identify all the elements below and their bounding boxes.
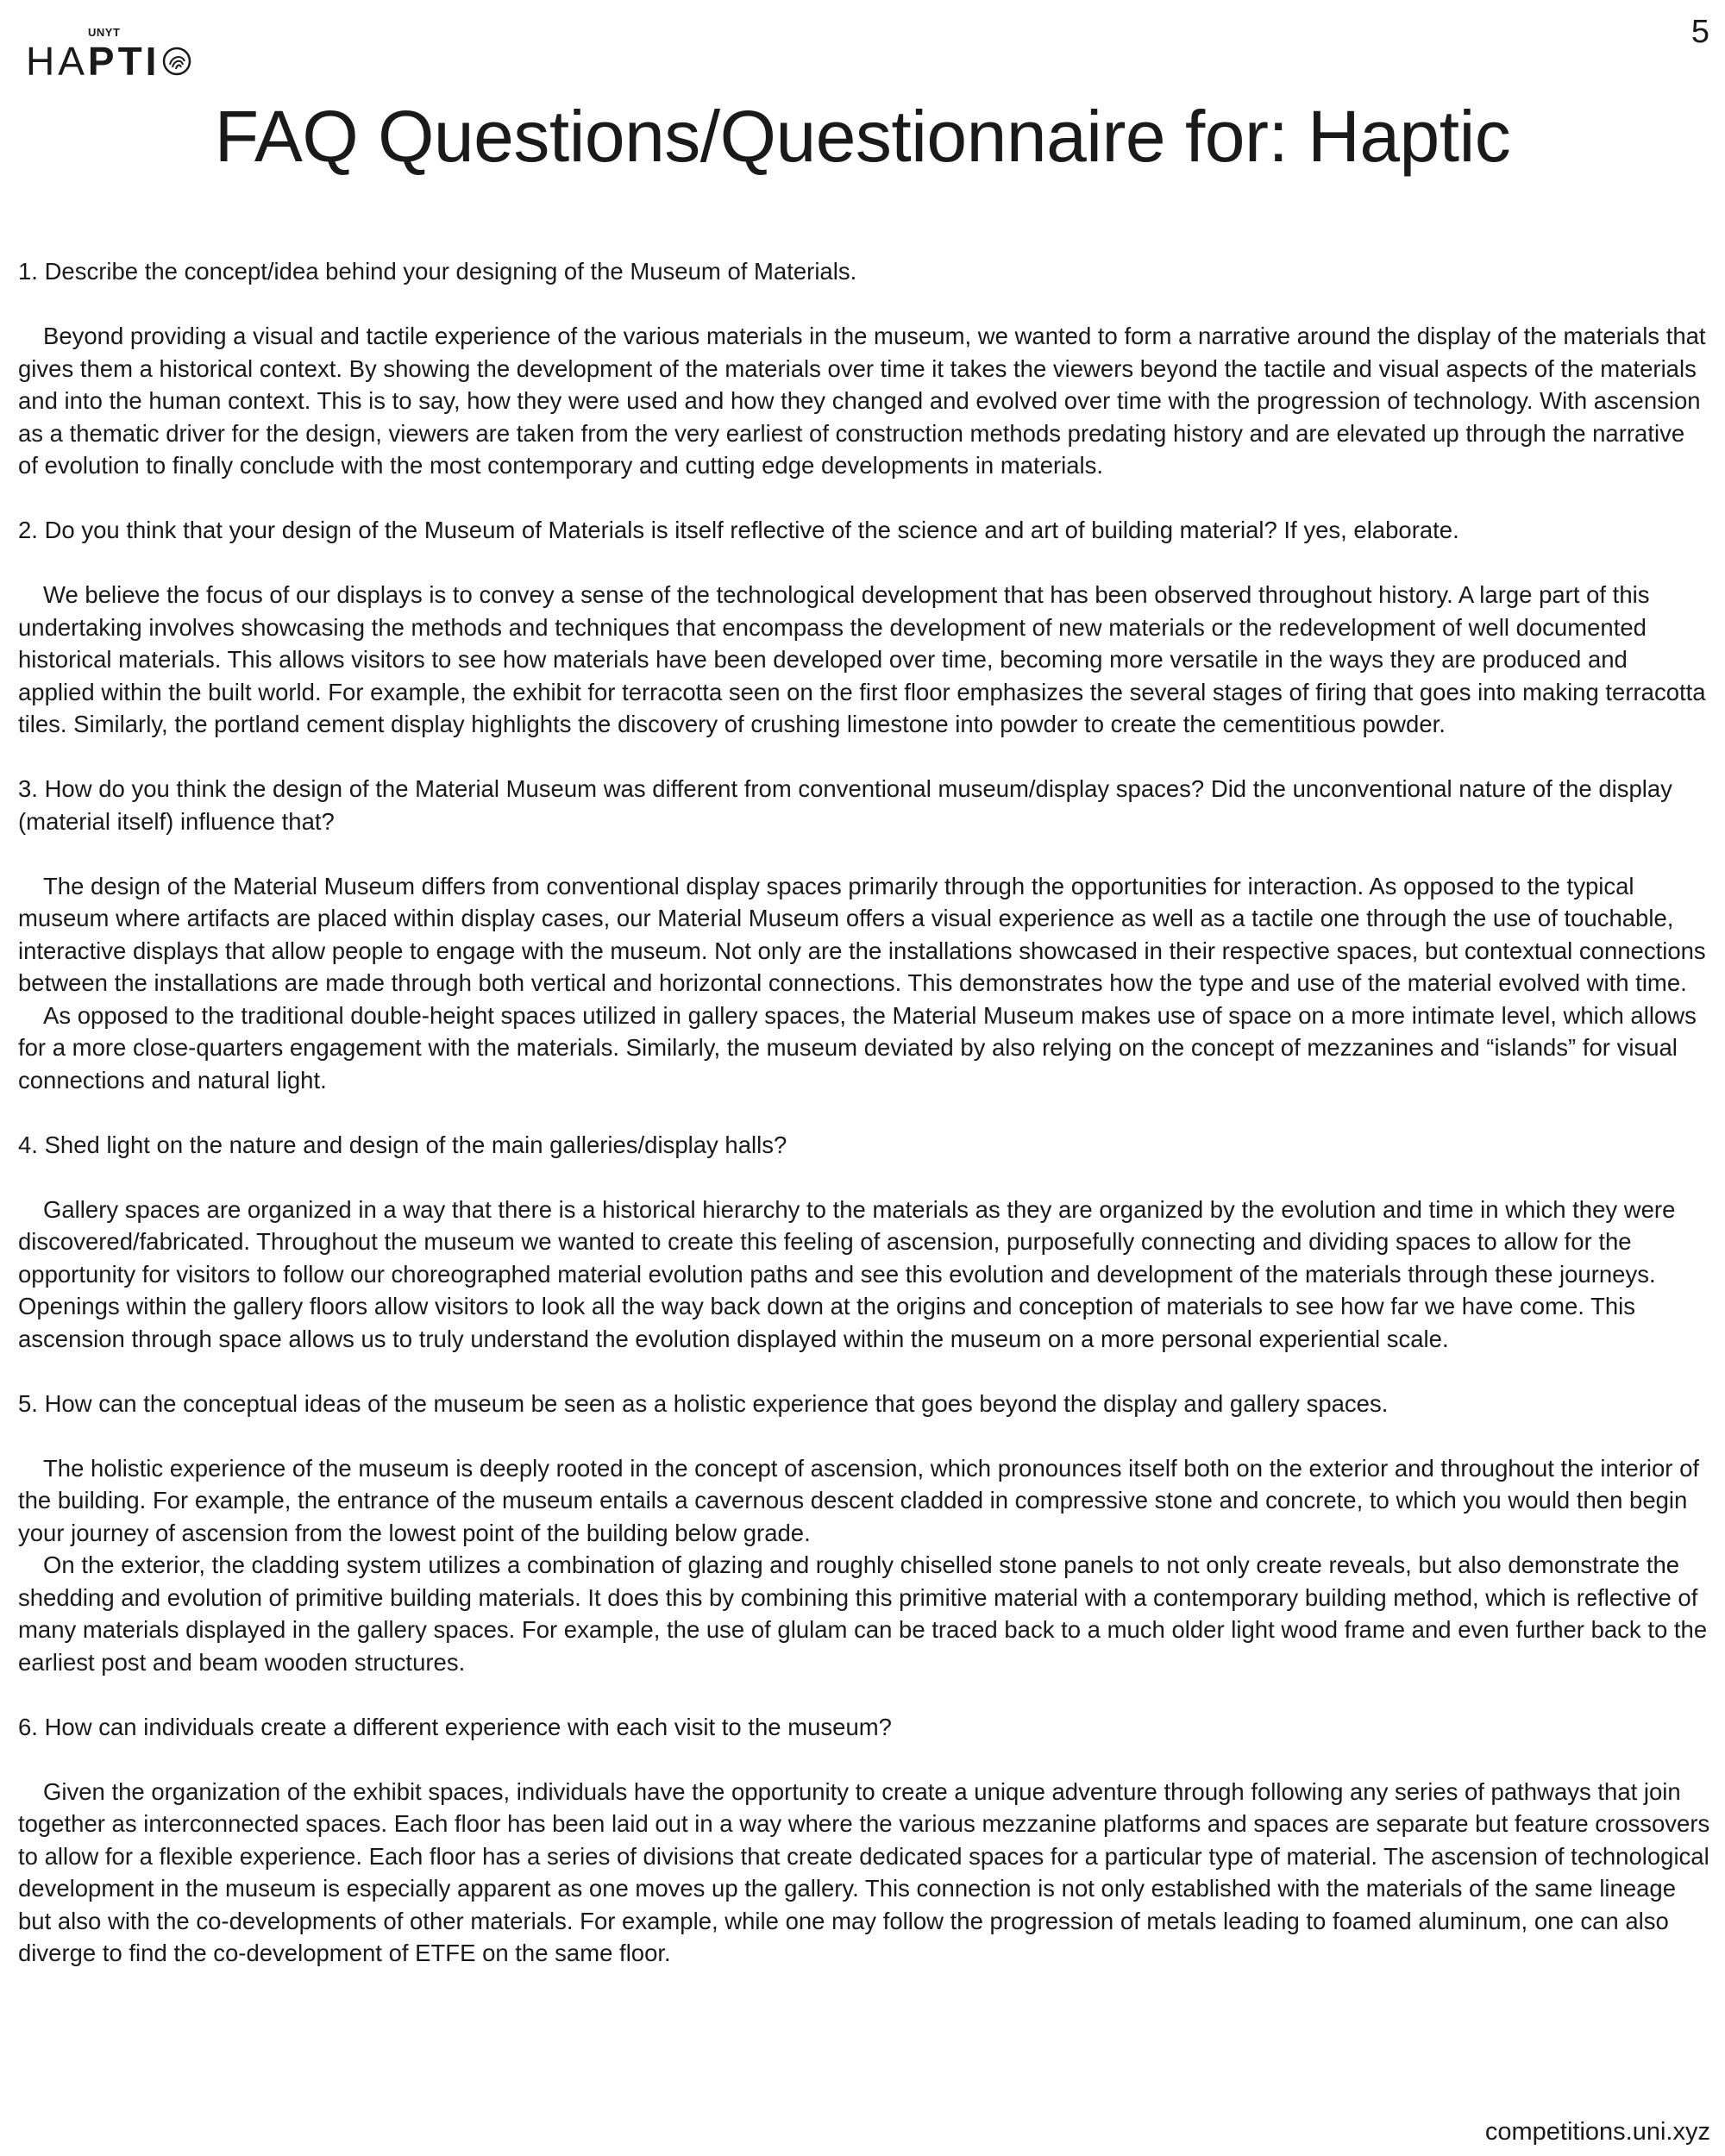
- haptic-logo: [26, 26, 190, 86]
- page-title: FAQ Questions/Questionnaire for: Haptic: [214, 96, 1511, 177]
- logo-small-text: UNYT: [88, 26, 121, 39]
- faq-answer: Given the organization of the exhibit spaces, individuals have the opportunity to create a unique adventure through following any series of pathways that join together as interconnected spaces. Each floor has been laid out in a way where the various mezzanine platforms and spaces are separate but feature crossovers to allow for a flexible experience. Each floor has a series of divisions that create dedicated spaces for a particular type of material. The ascension of technological development in the museum is especially apparent as one moves up the gallery. This connection is not only established with the materials of the same lineage but also with the co-developments of other materials. For example, while one may follow the progression of metals leading to foamed aluminum, one can also diverge to find the co-development of ETFE on the same floor.: [18, 1777, 1710, 1966]
- faq-answer-block: [18, 870, 1710, 1097]
- faq-item: [18, 255, 1710, 482]
- faq-answer-block: [18, 1776, 1710, 1970]
- faq-answer: The design of the Material Museum differs from conventional display spaces primarily through the opportunities for interaction. As opposed to the typical museum where artifacts are placed within display cases, our Material Museum offers a visual experience as well as a tactile one through the use of touchable, interactive displays that allow people to engage with the museum. Not only are the installations showcased in their respective spaces, but contextual connections between the installations are made through both vertical and horizontal connections. This demonstrates how the type and use of the material evolved with time.: [18, 872, 1706, 996]
- faq-item: [18, 1129, 1710, 1356]
- faq-answer-block: [18, 1452, 1710, 1679]
- faq-item: [18, 1388, 1710, 1679]
- faq-answer-block: [18, 1194, 1710, 1356]
- faq-item: [18, 773, 1710, 1096]
- faq-answer-block: [18, 320, 1710, 482]
- faq-answer: The holistic experience of the museum is deeply rooted in the concept of ascension, which pronounces itself both on the exterior and throughout the interior of the building. For example, the entrance of the museum entails a cavernous descent cladded in compressive stone and concrete, to which you would then begin your journey of ascension from the lowest point of the building below grade.: [18, 1454, 1700, 1546]
- faq-question: 5. How can the conceptual ideas of the museum be seen as a holistic experience that goes beyond the display and gallery spaces.: [18, 1389, 1389, 1417]
- faq-question: 4. Shed light on the nature and design of the main galleries/display halls?: [18, 1131, 787, 1158]
- haptic-logo-mark-icon: [161, 46, 192, 77]
- logo-wordmark: [26, 39, 192, 84]
- faq-question: 3. How do you think the design of the Material Museum was different from conventional museum/display spaces? Did the unconventional nature of the display (material itself) influence that?: [18, 775, 1672, 835]
- faq-answer: Beyond providing a visual and tactile experience of the various materials in the museum, we wanted to form a narrative around the display of the materials that gives them a historical context. By showing the development of the materials over time it takes the viewers beyond the tactile and visual aspects of the materials and into the human context. This is to say, how they were used and how they changed and evolved over time with the progression of technology. With ascension as a thematic driver for the design, viewers are taken from the very earliest of construction methods predating history and are elevated up through the narrative of evolution to finally conclude with the most contemporary and cutting edge developments in materials.: [18, 323, 1706, 479]
- footer-site: competitions.uni.xyz: [1484, 2118, 1710, 2146]
- faq-question: 1. Describe the concept/idea behind your designing of the Museum of Materials.: [18, 258, 857, 285]
- faq-answer: As opposed to the traditional double-height spaces utilized in gallery spaces, the Material Museum makes use of space on a more intimate level, which allows for a more close-quarters engagement with the materials. Similarly, the museum deviated by also relying on the concept of mezzanines and “islands” for visual connections and natural light.: [18, 1001, 1697, 1094]
- logo-word-bold: PTI: [87, 39, 160, 84]
- faq-answer: On the exterior, the cladding system utilizes a combination of glazing and roughly chiselled stone panels to not only create reveals, but also demonstrate the shedding and evolution of primitive building materials. It does this by combining this primitive material with a contemporary building method, which is reflective of many materials displayed in the gallery spaces. For example, the use of glulam can be traced back to a much older light wood frame and even further back to the earliest post and beam wooden structures.: [18, 1551, 1708, 1676]
- page-number: 5: [1690, 14, 1709, 50]
- faq-question: 6. How can individuals create a different experience with each visit to the museum?: [18, 1713, 892, 1740]
- logo-word-regular: HA: [26, 39, 88, 84]
- faq-item: [18, 514, 1710, 741]
- faq-answer: Gallery spaces are organized in a way that there is a historical hierarchy to the materials as they are organized by the evolution and time in which they were discovered/fabricated. Throughout the museum we wanted to create this feeling of ascension, purposefully connecting and dividing spaces to allow for the opportunity for visitors to follow our choreographed material evolution paths and see this evolution and development of the materials through these journeys. Openings within the gallery floors allow visitors to look all the way back down at the origins and conception of materials to see how far we have come. This ascension through space allows us to truly understand the evolution displayed within the museum on a more personal experiential scale.: [18, 1195, 1676, 1352]
- faq-item: [18, 1711, 1710, 1970]
- faq-answer: We believe the focus of our displays is to convey a sense of the technological development that has been observed throughout history. A large part of this undertaking involves showcasing the methods and techniques that encompass the development of new materials or the redevelopment of well documented historical materials. This allows visitors to see how materials have been developed over time, becoming more versatile in the ways they are produced and applied within the built world. For example, the exhibit for terracotta seen on the first floor emphasizes the several stages of firing that goes into making terracotta tiles. Similarly, the portland cement display highlights the discovery of crushing limestone into powder to create the cementitious powder.: [18, 581, 1706, 737]
- faq-content: [18, 255, 1710, 2002]
- faq-question: 2. Do you think that your design of the Museum of Materials is itself reflective of the science and art of building material? If yes, elaborate.: [18, 517, 1459, 543]
- faq-answer-block: [18, 579, 1710, 741]
